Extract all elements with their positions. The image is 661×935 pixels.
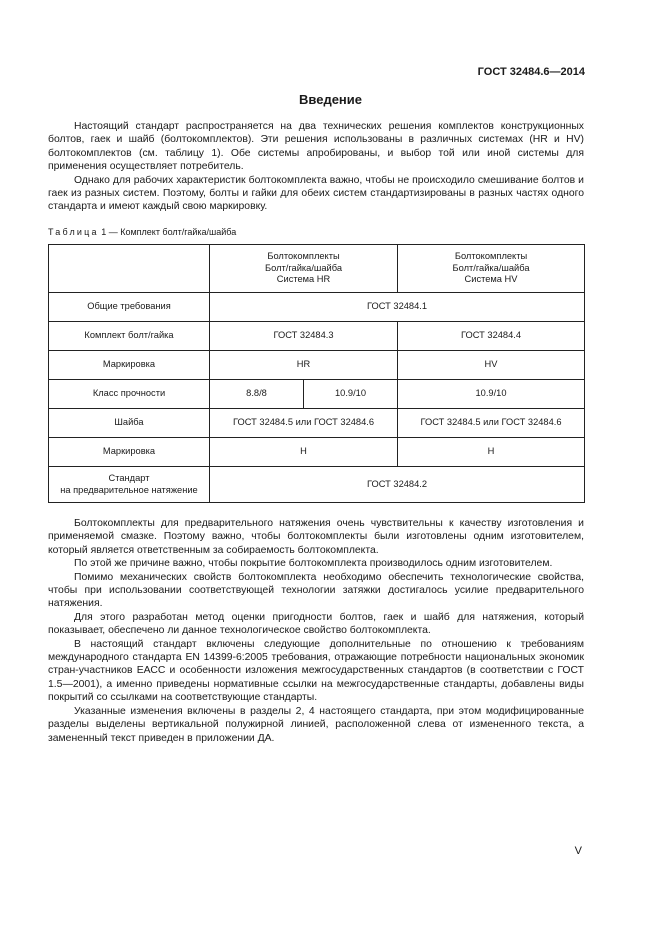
paragraph: Однако для рабочих характеристик болтокомплекта важно, чтобы не происходило смешивание болтов и гаек из разных систем. Поэтому, болты и гайки для обеих систем стандартизированы в разных частях одного стандарта и имеют каждый свою маркировку. (48, 174, 584, 213)
table-row (49, 438, 585, 467)
cell-hr-b: 10.9/10 (304, 380, 398, 409)
row-label-line: на предварительное натяжение (60, 484, 198, 495)
section-title: Введение (299, 92, 362, 107)
cell-hr: H (210, 438, 398, 467)
paragraph: Настоящий стандарт распространяется на два технических решения комплектов конструкционных болтов, гаек и шайб (болтокомплектов). Эти решения использованы в различных системах (HR и HV) болтокомплектов (см. таблицу 1). Обе системы апробированы, и выбор той или иной системы для применения осуществляет потребитель. (48, 121, 584, 173)
row-label: Общие требования (49, 293, 210, 322)
row-label: Маркировка (49, 438, 210, 467)
table-row (49, 293, 585, 322)
header-hr-line: Болтокомплекты (267, 251, 340, 262)
header-hr-cell (210, 245, 398, 293)
page-number: V (574, 845, 582, 857)
table-row (49, 409, 585, 438)
paragraph: Указанные изменения включены в разделы 2, 4 настоящего стандарта, при этом модифицированные разделы выделены вертикальной полужирной линией, расположенной слева от измененного текста, а замененный текст приведен в приложении ДА. (48, 705, 584, 744)
header-hv-line: Болт/гайка/шайба (452, 262, 530, 273)
bolt-kit-table (48, 244, 585, 503)
body-text (48, 517, 584, 745)
cell-hr: ГОСТ 32484.3 (210, 322, 398, 351)
cell-hr: HR (210, 351, 398, 380)
cell-hv: HV (398, 351, 585, 380)
header-hv-line: Болтокомплекты (454, 251, 528, 262)
table-header-row (49, 245, 585, 293)
document-code: ГОСТ 32484.6—2014 (477, 66, 585, 78)
cell-value: ГОСТ 32484.2 (210, 467, 585, 503)
cell-hv: ГОСТ 32484.4 (398, 322, 585, 351)
paragraph: Болтокомплекты для предварительного натяжения очень чувствительны к качеству изготовления и применяемой смазке. Поэтому важно, чтобы болтокомплекты были изготовлены одним изготовителем, который является ответственным за собираемость болтокомплекта. (48, 518, 584, 556)
cell-hv: H (398, 438, 585, 467)
table-caption (48, 227, 236, 237)
row-label-line: Стандарт (108, 473, 150, 483)
row-label: Шайба (49, 409, 210, 438)
header-hv-line: Система HV (464, 274, 518, 285)
paragraph: Помимо механических свойств болтокомплекта необходимо обеспечить технологические свойства, чтобы при использовании соответствующей технологии затяжки достигалось усилие предварительного натяжения. (48, 571, 584, 610)
table-caption-text: 1 — Комплект болт/гайка/шайба (98, 227, 237, 237)
paragraph: Для этого разработан метод оценки пригодности болтов, гаек и шайб для натяжения, который показывает, обеспечено ли данное технологическое свойство болтокомплекта. (48, 611, 584, 637)
header-hv-cell (398, 245, 585, 293)
row-label: Маркировка (49, 351, 210, 380)
header-hr-line: Болт/гайка/шайба (265, 262, 343, 273)
row-label (49, 467, 210, 503)
cell-hr-a: 8.8/8 (210, 380, 304, 409)
table-caption-label: Таблица (48, 227, 99, 237)
cell-value: ГОСТ 32484.1 (210, 293, 585, 322)
cell-hv: 10.9/10 (398, 380, 585, 409)
table-row (49, 322, 585, 351)
intro-text (48, 120, 584, 214)
table-row (49, 467, 585, 503)
row-label: Класс прочности (49, 380, 210, 409)
table-row (49, 351, 585, 380)
cell-hv: ГОСТ 32484.5 или ГОСТ 32484.6 (398, 409, 585, 438)
table-row (49, 380, 585, 409)
row-label: Комплект болт/гайка (49, 322, 210, 351)
header-hr-line: Система HR (276, 274, 331, 285)
paragraph: По этой же причине важно, чтобы покрытие болтокомплекта производилось одним изготовителем. (74, 558, 553, 570)
cell-hr: ГОСТ 32484.5 или ГОСТ 32484.6 (210, 409, 398, 438)
paragraph: В настоящий стандарт включены следующие дополнительные по отношению к требованиям международного стандарта EN 14399-6:2005 требования, отражающие потребности национальных экономик стран-участников ЕАСС и особенности изложения межгосударственных стандартов (в соответствии с ГОСТ 1.5—2001), а именно приведены нормативные ссылки на межгосударственные стандарты, добавлены виды покрытий со ссылками на соответствующие стандарты. (48, 638, 584, 704)
header-empty-cell (49, 245, 210, 293)
